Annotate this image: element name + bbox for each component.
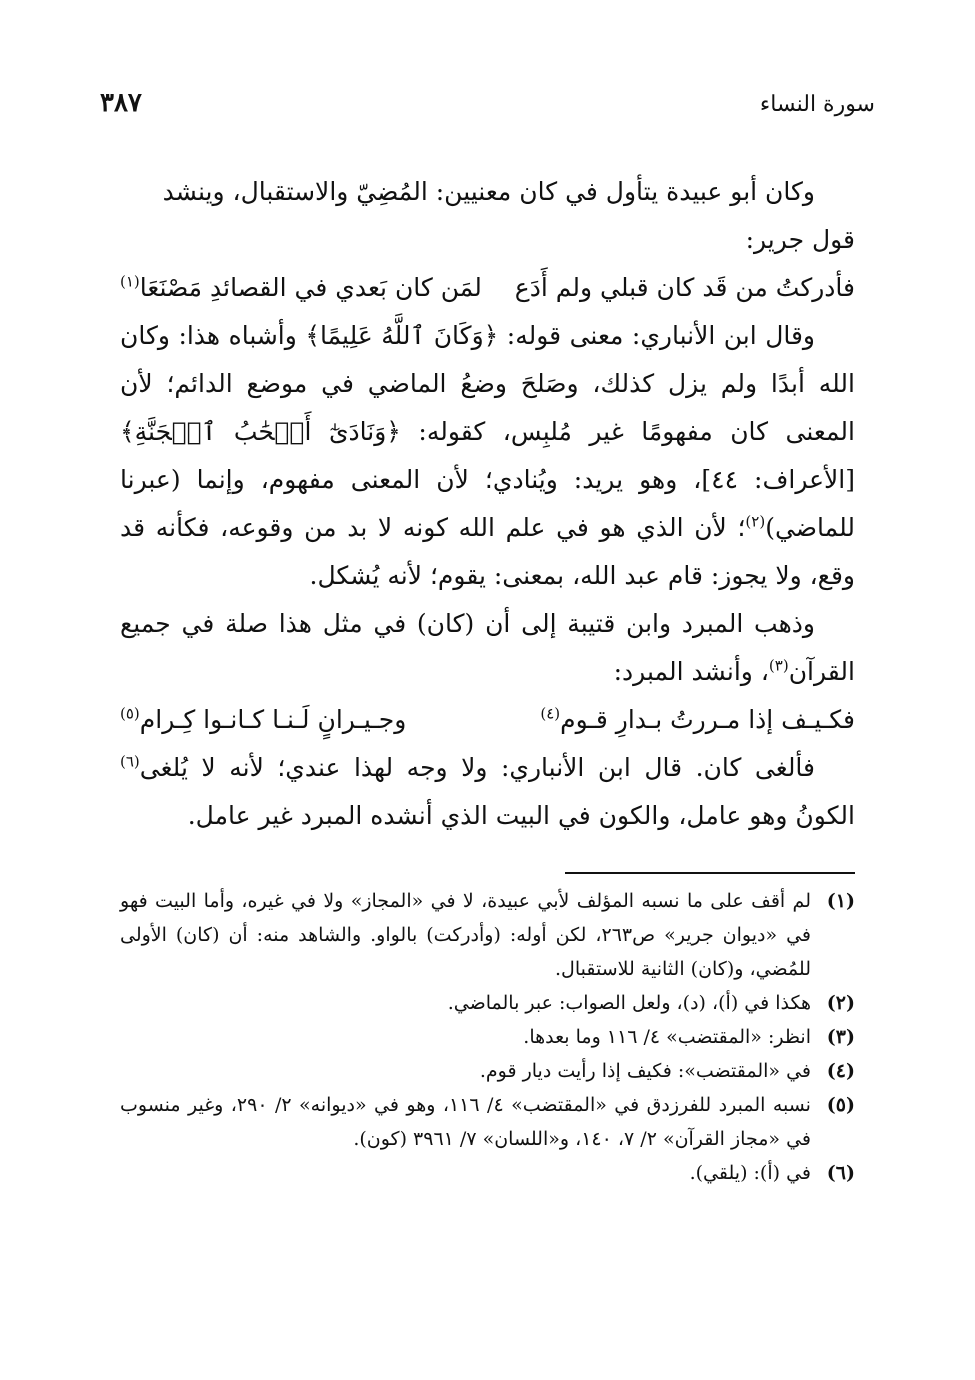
verse-1 (120, 264, 855, 312)
footnote-separator (565, 872, 855, 874)
footnotes (120, 884, 855, 1190)
verse-1-second-hemistich-text: لمَن كان بَعدي في القصائدِ مَصْنَعَا (139, 273, 482, 302)
paragraph-3-text: وذهب المبرد وابن قتيبة إلى أن (كان) في مثل هذا صلة في جميع القرآن (120, 609, 855, 686)
paragraph-3-tail: ، وأنشد المبرد: (613, 657, 769, 686)
paragraph-2-text: وقال ابن الأنباري: معنى قوله: ﴿وَكَانَ ٱللَّهُ عَلِيمًا﴾ وأشباه هذا: وكان الله أبدًا ولم يزل كذلك، وصَلحَ وضعُ الماضي في موضع الدائم؛ لأن المعنى كان مفهومًا غير مُلبِس، كقوله: ﴿وَنَادَىٰٓ أَصۡحَٰبُ ٱلۡجَنَّةِ﴾ [الأعراف: ٤٤]، وهو يريد: ويُنادي؛ لأن المعنى مفهوم، وإنما (عبرنا للماضي) (120, 321, 855, 542)
footnote-ref-5: (٥) (120, 704, 140, 723)
footnote-1-text: لم أقف على ما نسبه المؤلف لأبي عبيدة، لا في «المجاز» ولا في غيره، وأما البيت فهو في «ديوان جرير» ص٢٦٣، لكن أوله: (وأدركت) بالواو. والشاهد منه: أن (كان) الأولى للمُضي، و(كان) الثانية للاستقبال. (120, 890, 811, 980)
footnote-2 (120, 986, 855, 1020)
footnote-ref-4: (٤) (540, 704, 561, 723)
footnote-6 (120, 1156, 855, 1190)
main-text (120, 168, 855, 840)
footnote-6-number: (٦) (826, 1162, 855, 1184)
footnote-ref-2: (٢) (745, 512, 766, 531)
footnote-2-text: هكذا في (أ)، (د)، ولعل الصواب: عبر بالماضي. (447, 992, 811, 1014)
footnote-1-number: (١) (826, 890, 855, 912)
paragraph-1-line-2: قول جرير: (745, 225, 855, 254)
footnote-6-text: في (أ): (يلقي). (689, 1162, 811, 1184)
paragraph-4-text: فألغى كان. قال ابن الأنباري: ولا وجه لهذا عندي؛ لأنه لا يُلغى (139, 753, 815, 782)
footnote-5-number: (٥) (826, 1094, 855, 1116)
footnote-ref-1: (١) (120, 272, 140, 291)
verse-2 (120, 696, 855, 744)
page-number: ٣٨٧ (100, 88, 142, 118)
verse-2-first-hemistich-text: فكـيـف إذا مـررتُ بـدارِ قـوم (560, 705, 855, 734)
verse-2-first-hemistich (540, 696, 855, 744)
paragraph-4-tail: الكونُ وهو عامل، والكون في البيت الذي أنشده المبرد غير عامل. (187, 801, 855, 830)
paragraph-2 (120, 312, 855, 600)
verse-1-second-hemistich (120, 264, 482, 312)
paragraph-2-tail: ؛ لأن الذي هو في علم الله كونه لا بد من وقوعه، فكأنه قد وقع، ولا يجوز: قام عبد الله، بمعنى: يقوم؛ لأنه يُشكل. (120, 513, 855, 590)
footnote-3 (120, 1020, 855, 1054)
paragraph-4 (120, 744, 855, 840)
footnote-1 (120, 884, 855, 986)
verse-1-first-hemistich: فأدركتُ من قَد كان قبلي ولم أَدَع (514, 273, 855, 302)
footnote-3-text: انظر: «المقتضب» ٤/ ١١٦ وما بعدها. (523, 1026, 811, 1048)
surah-title: سورة النساء (759, 92, 875, 117)
paragraph-1-line-1: وكان أبو عبيدة يتأول في كان معنيين: المُضِيّ والاستقبال، وينشد (162, 177, 815, 206)
footnote-5 (120, 1088, 855, 1156)
paragraph-3 (120, 600, 855, 696)
paragraph-1 (120, 168, 855, 216)
page-header (100, 88, 875, 128)
footnote-3-number: (٣) (826, 1026, 855, 1048)
footnote-2-number: (٢) (826, 992, 855, 1014)
footnote-ref-3: (٣) (768, 656, 789, 675)
footnote-ref-6: (٦) (120, 752, 140, 771)
verse-2-second-hemistich (120, 696, 406, 744)
footnote-4-number: (٤) (826, 1060, 855, 1082)
footnote-4 (120, 1054, 855, 1088)
verse-2-second-hemistich-text: وجـيـرانٍ لَـنـا كـانـوا كِـرام (139, 705, 407, 734)
footnote-5-text: نسبه المبرد للفرزدق في «المقتضب» ٤/ ١١٦، وهو في «ديوانه» ٢/ ٢٩٠، وغير منسوب في «مجاز القرآن» ٢/ ٧، ١٤٠، و«اللسان» ٧/ ٣٩٦١ (كون). (120, 1094, 811, 1150)
footnote-4-text: في «المقتضب»: فكيف إذا رأيت ديار قوم. (479, 1060, 811, 1082)
